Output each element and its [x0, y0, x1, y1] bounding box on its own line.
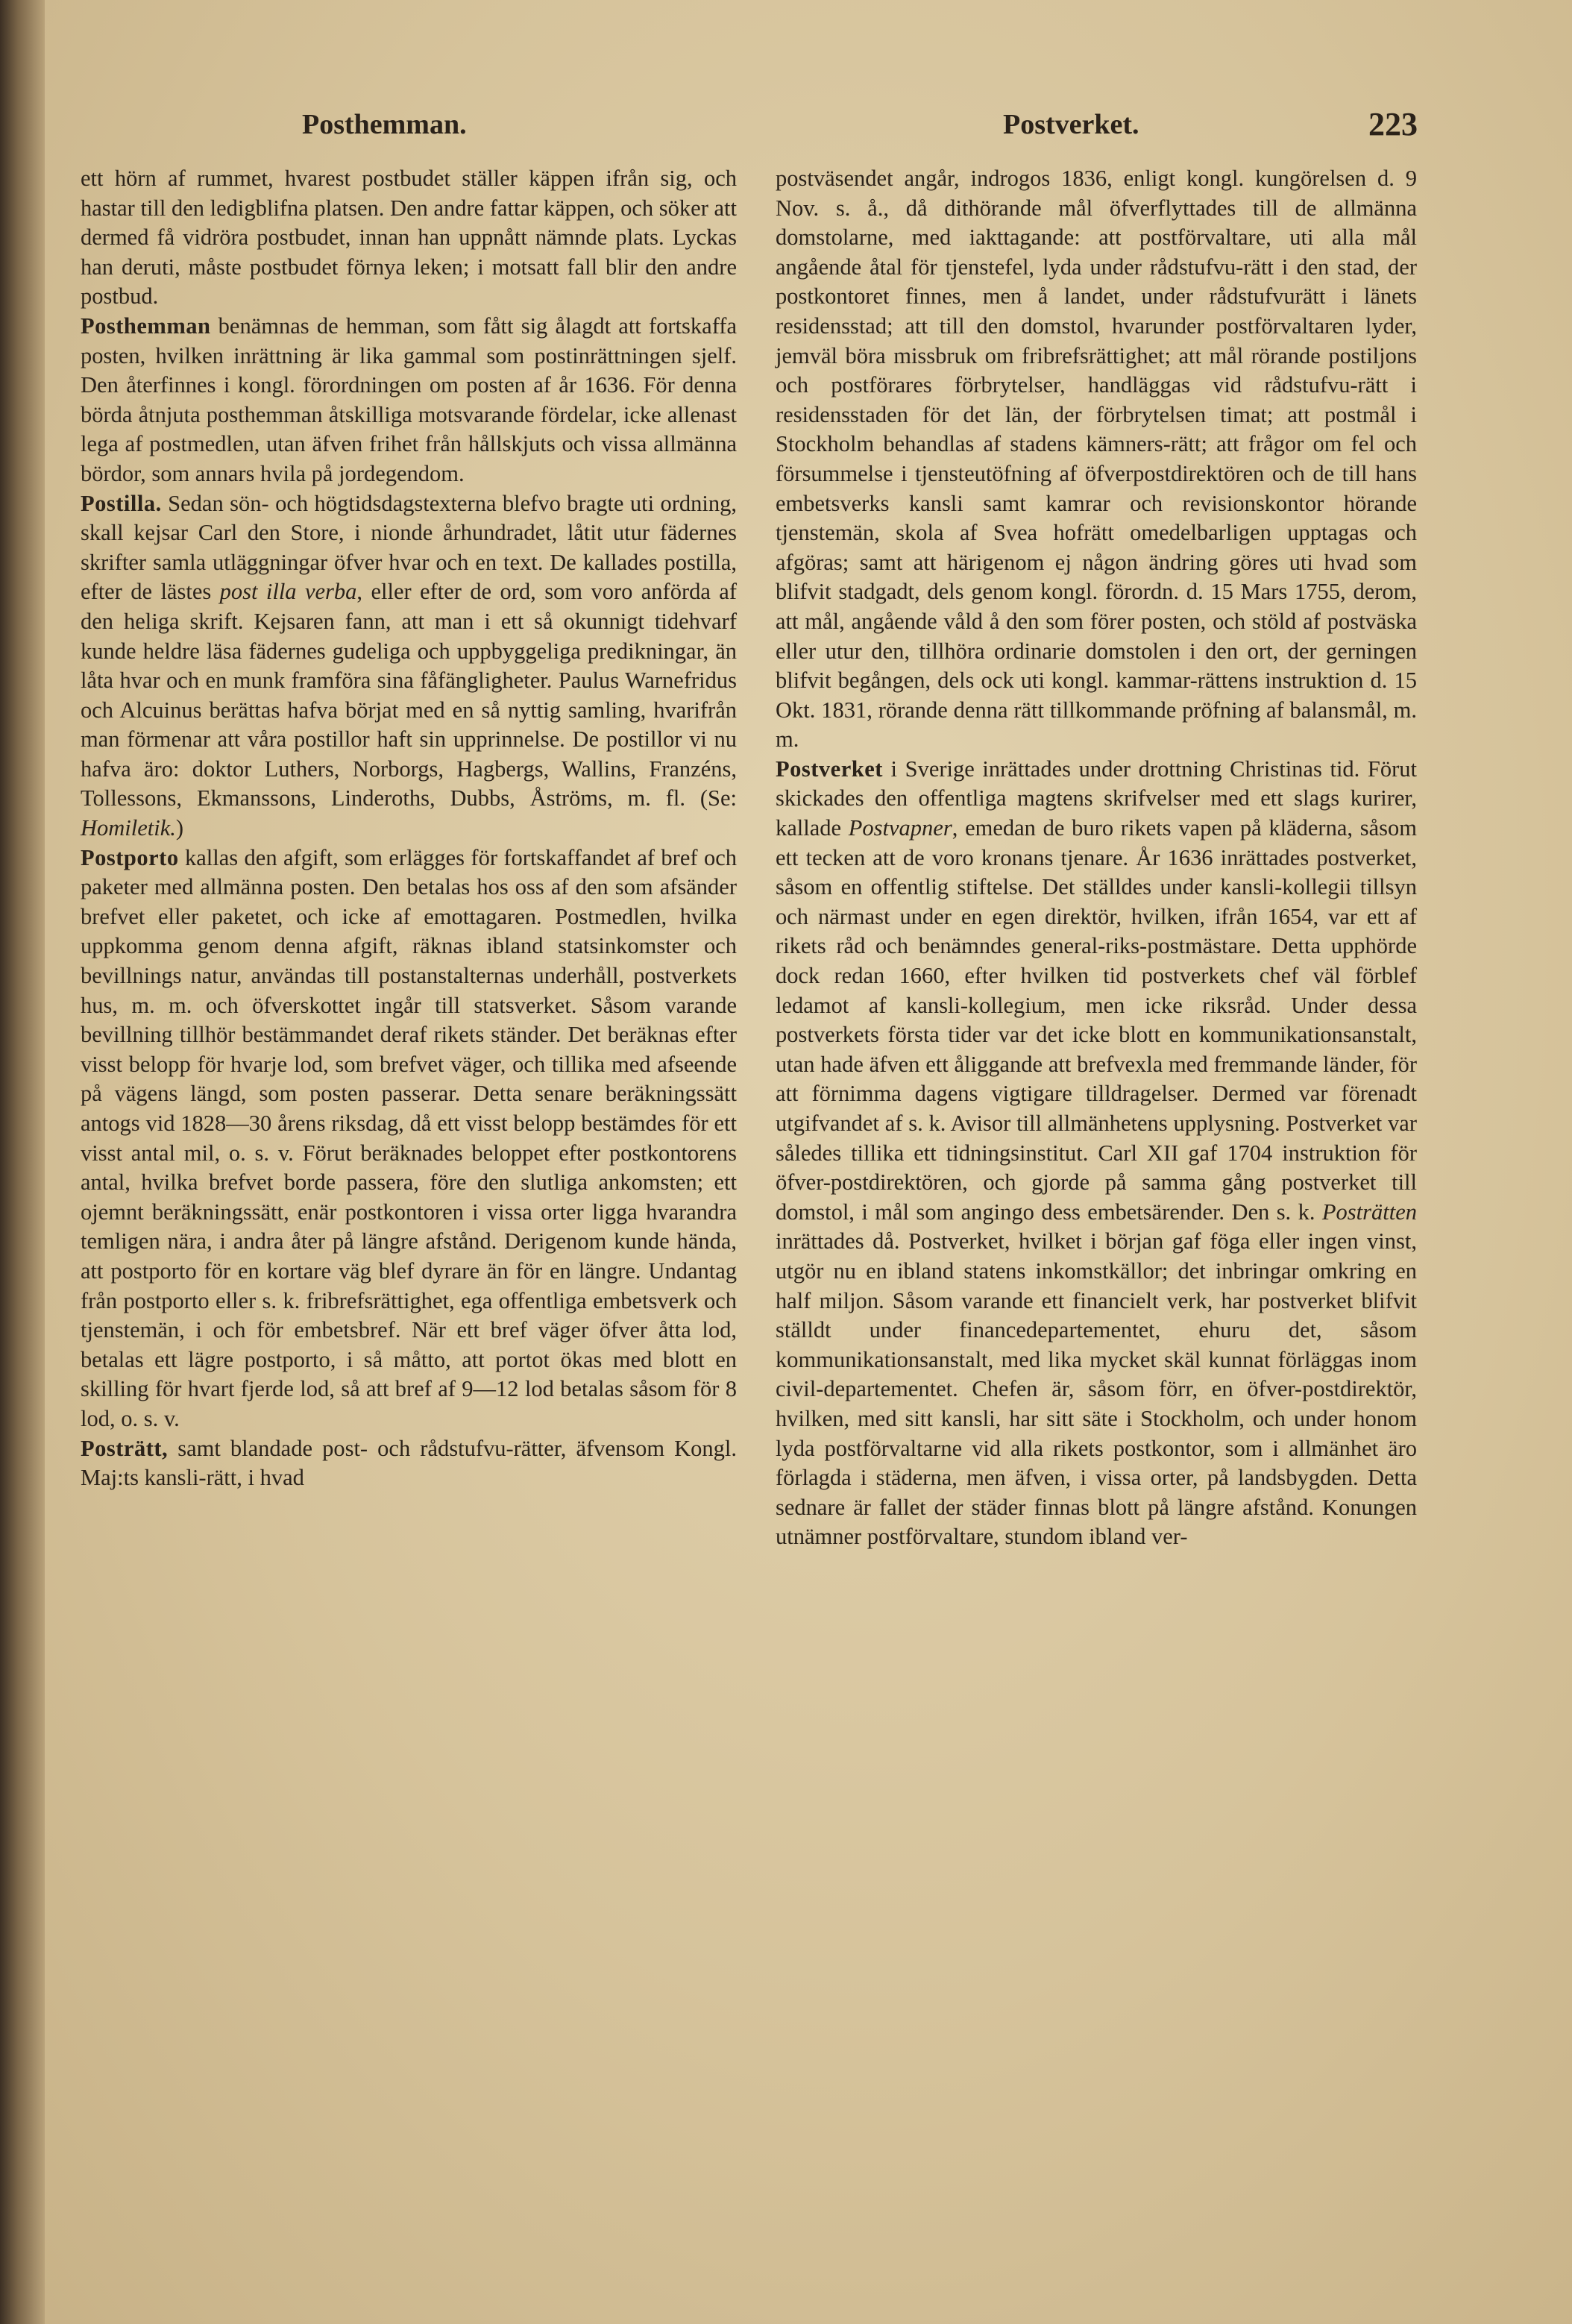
entry-text: benämnas de hemman, som fått sig ålagdt att fortskaffa posten, hvilken inrättning är lika gammal som postinrättningen sjelf. Den återfinnes i kongl. förordningen om posten af år 1636. För denna börda åtnjuta posthemman åtskilliga motsvarande fördelar, icke allenast lega af postmedlen, utan äfven frihet från hållskjuts och vissa allmänna bördor, som annars hvila på jordegendom. [81, 313, 737, 486]
entry-headword: Postilla. [81, 490, 162, 516]
entry-text: kallas den afgift, som erlägges för fortskaffandet af bref och paketer med allmänna posten. Den betalas hos oss af den som afsänder brefvet eller paketet, och icke af emottagaren. Postmedlen, hvilka uppkomma genom denna afgift, räknas ibland statsinkomster och bevillnings natur, användas till postanstalternas underhåll, postverkets hus, m. m. och öfverskottet ingår till statsverket. Såsom varande bevillning tillhör bestämmandet deraf rikets ständer. Det beräknas efter visst belopp för hvarje lod, som brefvet väger, och tillika med afseende på vägens längd, som posten passerar. Detta senare beräkningssätt antogs vid 1828—30 årens riksdag, då ett visst belopp bestämdes för ett visst antal mil, o. s. v. Förut beräknades beloppet efter postkontorens antal, hvilka brefvet borde passera, före den slutliga ankomsten; ett ojemnt beräkningssätt, enär postkontoren i vissa orter ligga hvarandra temligen nära, i andra åter på längre afstånd. Derigenom kunde hända, att postporto för en kortare väg blef dyrare än för en längre. Undantag från postporto eller s. k. fribrefsrättighet, ega offentliga embetsverk och tjenstemän, i och för embetsbref. När ett bref väger öfver åtta lod, betalas ett lägre postporto, i så måtto, att portot ökas med blott en skilling för hvart fjerde lod, så att bref af 9—12 lod betalas såsom för 8 lod, o. s. v. [81, 844, 737, 1431]
entry-headword: Posträtt, [81, 1435, 169, 1461]
entry-posthemman [81, 312, 737, 489]
entry-postporto [81, 844, 737, 1434]
entry-postilla [81, 489, 737, 844]
left-column [81, 164, 737, 1493]
page-number: 223 [1368, 106, 1418, 142]
running-header [0, 108, 1572, 145]
entry-text: ) [175, 815, 184, 841]
entry-text: samt blandade post- och rådstufvu-rätter, äfvensom Kongl. Maj:ts kansli-rätt, i hvad [81, 1435, 737, 1491]
header-right-catchword: Postverket. [1003, 109, 1139, 140]
entry-text: i Sverige inrättades under drottning Christinas tid. Förut skickades den offentliga magtens skrifvelser med ett slags kurirer, kallade [776, 756, 1418, 841]
entry-text: inrättades då. Postverket, hvilket i början gaf föga eller ingen vinst, utgör nu en ibland statens inkomstkällor; det inbringar omkring en half miljon. Såsom varande ett financielt verk, har postverket blifvit ställdt under financedepartementet, ehuru det, såsom kommunikationsanstalt, med lika mycket skäl kunnat förläggas inom civil-departementet. Chefen är, såsom förr, en öfver-postdirektör, hvilken, med sitt kansli, har sitt säte i Stockholm, och under honom lyda postförvaltarne vid alla rikets postkontor, som i allmänhet äro förlagda i städerna, men äfven, i vissa orter, på landsbygden. Detta sednare är fallet der städer finnas blott på längre afstånd. Konungen utnämner postförvaltare, stundom ibland ver- [776, 1228, 1417, 1550]
right-column [776, 164, 1417, 1552]
header-left-catchword: Posthemman. [302, 109, 467, 140]
entry-italic: Postvapner [848, 815, 952, 841]
entry-italic: post illa verba [219, 579, 357, 605]
entry-italic: Posträtten [1321, 1199, 1417, 1225]
entry-headword: Postverket [776, 756, 883, 782]
entry-postratt [81, 1434, 737, 1493]
entry-text: , eller efter de ord, som voro anförda af den heliga skrift. Kejsaren fann, att man i ett så okunnigt tidehvarf kunde heldre läsa fädernes gudeliga och uppbyggeliga predikningar, än låta hvar och en munk framföra sina fåfängligheter. Paulus Warnefridus och Alcuinus berättas hafva börjat med en så nyttig samling, hvarifrån man förmenar att våra postillor haft sin upprinnelse. De postillor vi nu hafva äro: doktor Luthers, Norborgs, Hagbergs, Wallins, Franzéns, Tollessons, Ekmanssons, Linderoths, Dubbs, Åströms, m. fl. (Se: [81, 579, 737, 811]
entry-continuation [776, 164, 1417, 755]
entry-text: ett hörn af rummet, hvarest postbudet ställer käppen ifrån sig, och hastar till den ledigblifna platsen. Den andre fattar käppen, och söker att dermed få vidröra postbudet, innan han uppnått nämnde plats. Lyckas han deruti, måste postbudet förnya leken; i motsatt fall blir den andre postbud. [81, 166, 737, 310]
entry-continuation [81, 164, 737, 312]
book-spine [0, 0, 45, 2324]
entry-italic: Homiletik. [81, 815, 176, 841]
entry-text: postväsendet angår, indrogos 1836, enligt kongl. kungörelsen d. 9 Nov. s. å., då dithörande mål öfverflyttades till de allmänna domstolarne, med iakttagande: att postförvaltare, uti alla mål angående åtal för tjenstefel, lyda under rådstufvu-rätt i den stad, der postkontoret finnes, men å landet, under rådstufvurätt i länets residensstad; att till den domstol, hvarunder postförvaltaren lyder, jemväl böra missbruk om fribrefsrättighet; att mål rörande postiljons och postförares förbrytelser, handläggas vid rådstufvu-rätt i residensstaden för det län, der förbrytelsen timat; att postmål i Stockholm behandlas af stadens kämners-rätt; att frågor om fel och försummelse i tjensteutöfning af öfverpostdirektören och de till hans embetsverks kansli samt kamrar och revisionskontor hörande tjenstemän, skola af Svea hofrätt omedelbarligen upptagas och afgöras; samt att härigenom ej någon ändring göres uti hvad som blifvit stadgadt, dels genom kongl. förordn. d. 15 Mars 1755, derom, att mål, angående våld å den som förer posten, och stöld af postväska eller utur den, tillhöra ordinarie domstolen i den ort, der gerningen blifvit begången, dels ock uti kongl. kammar-rättens instruktion d. 15 Okt. 1831, rörande denna rätt tillkommande pröfning af balansmål, m. m. [776, 166, 1417, 753]
entry-headword: Posthemman [81, 313, 211, 339]
entry-text: Sedan sön- och högtidsdagstexterna blefvo bragte uti ordning, skall kejsar Carl den Store, i nionde århundradet, låtit utur fädernes skrifter samla utläggningar öfver hvar och en text. De kallades postilla, efter de lästes [81, 490, 738, 605]
entry-headword: Postporto [81, 844, 179, 870]
entry-text: , emedan de buro rikets vapen på kläderna, såsom ett tecken att de voro kronans tjenare. År 1636 inrättades postverket, såsom en offentlig stiftelse. Det ställdes under kansli-kollegii tillsyn och närmast under en egen direktör, hvilken, ifrån 1654, var ett af rikets råd och benämndes general-riks-postmästare. Detta upphörde dock redan 1660, efter hvilken tid postverkets chef väl förblef ledamot af kansli-kollegium, men icke riksråd. Under dessa postverkets första tider var det icke blott en kommunikationsanstalt, utan hade äfven ett åliggande att brefvexla med fremmande länder, för att förnimma dagens vigtigare tilldragelser. Dermed var förenadt utgifvandet af s. k. Avisor till allmänhetens upplysning. Postverket var således tillika ett tidningsinstitut. Carl XII gaf 1704 instruktion för öfver-postdirektören, och gjorde på samma gång postverket till domstol, i mål som angingo dess embetsärender. Den s. k. [776, 815, 1417, 1225]
entry-postverket [776, 755, 1417, 1552]
